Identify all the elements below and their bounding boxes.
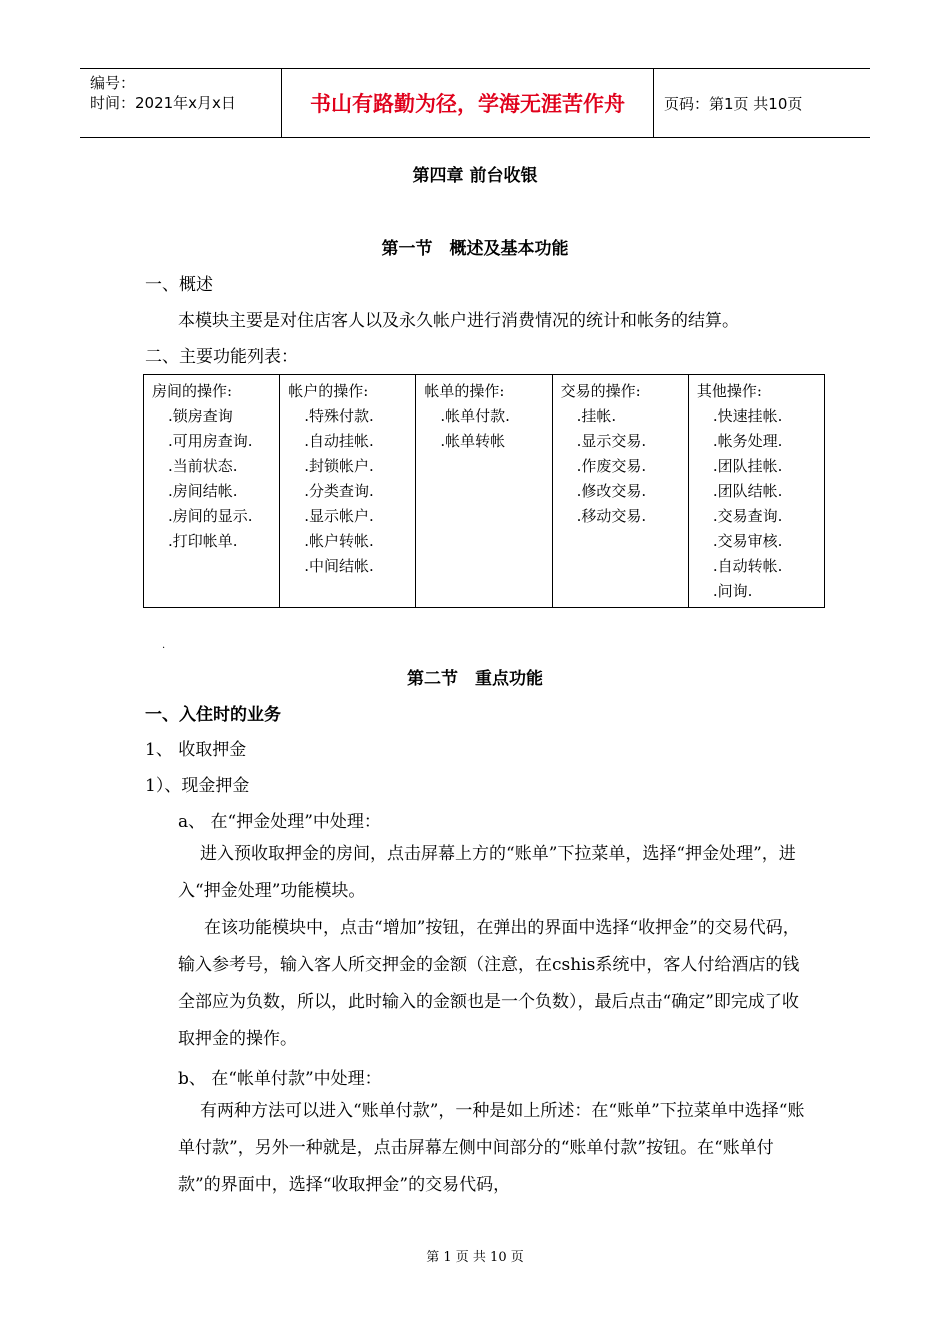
function-item: .挂帐. [576, 407, 617, 425]
header-meta [80, 69, 282, 137]
function-item: .自动转帐. [712, 557, 783, 575]
a-paragraph-1: 进入预收取押金的房间，点击屏幕上方的“账单”下拉菜单，选择“押金处理”，进入“押金处理”功能模块。 [178, 844, 796, 901]
chapter-title: 第四章 前台收银 [412, 166, 538, 186]
page-header [80, 68, 870, 138]
function-item: .当前状态. [168, 457, 238, 475]
function-column [553, 375, 689, 607]
function-item: .房间的显示. [168, 507, 253, 525]
function-item: .帐户转帐. [304, 532, 374, 550]
function-column [280, 375, 416, 607]
function-column [144, 375, 280, 607]
function-item: .锁房查询 [168, 407, 233, 425]
function-item: .问询. [712, 582, 753, 600]
function-column-header: 其他操作: [696, 382, 762, 400]
date-label: 时间：2021年x月x日 [90, 94, 236, 112]
function-item: .自动挂帐. [304, 432, 374, 450]
function-item: .交易审核. [712, 532, 783, 550]
function-item: .修改交易. [576, 482, 647, 500]
overview-heading: 一、概述 [145, 275, 213, 295]
function-item: .快速挂帐. [712, 407, 783, 425]
function-item: .团队挂帐. [712, 457, 783, 475]
function-column [416, 375, 552, 607]
header-page-label: 页码：第1页 共10页 [664, 94, 803, 113]
function-item: .分类查询. [304, 482, 374, 500]
function-column-header: 帐单的操作: [424, 382, 505, 400]
function-item: .移动交易. [576, 507, 647, 525]
section2-heading-2: 1、 收取押金 [145, 740, 247, 760]
number-label: 编号： [90, 74, 136, 92]
function-column [689, 375, 824, 607]
page-footer: 第 1 页 共 10 页 [426, 1250, 524, 1265]
function-item: .中间结帐. [304, 557, 374, 575]
function-item: .帐单付款. [440, 407, 510, 425]
function-item: .特殊付款. [304, 407, 374, 425]
header-motto: 书山有路勤为径，学海无涯苦作舟 [282, 69, 654, 137]
function-item: .可用房查询. [168, 432, 253, 450]
function-item: .团队结帐. [712, 482, 783, 500]
function-column-header: 帐户的操作: [288, 382, 369, 400]
function-item: .帐单转帐 [440, 432, 506, 450]
stray-dot: . [162, 640, 166, 651]
section2-title: 第二节 重点功能 [407, 669, 543, 689]
function-item: .交易查询. [712, 507, 783, 525]
overview-text: 本模块主要是对住店客人以及永久帐户进行消费情况的统计和帐务的结算。 [178, 311, 739, 331]
b-heading: b、 在“帐单付款”中处理： [178, 1069, 382, 1089]
function-column-header: 交易的操作: [560, 382, 641, 400]
list-heading: 二、主要功能列表： [145, 347, 298, 367]
function-item: .显示交易. [576, 432, 647, 450]
a-heading: a、 在“押金处理”中处理： [178, 812, 381, 832]
b-paragraph-1: 有两种方法可以进入“账单付款”，一种是如上所述：在“账单”下拉菜单中选择“账单付款”，另外一种就是，点击屏幕左侧中间部分的“账单付款”按钮。在“账单付款”的界面中，选择“收取押金”的交易代码， [178, 1101, 805, 1195]
function-item: .打印帐单. [168, 532, 238, 550]
section2-heading-3: 1）、现金押金 [145, 776, 250, 796]
function-item: .房间结帐. [168, 482, 238, 500]
function-item: .帐务处理. [712, 432, 783, 450]
section2-heading-1: 一、入住时的业务 [145, 705, 281, 725]
function-item: .显示帐户. [304, 507, 374, 525]
function-item: .封锁帐户. [304, 457, 374, 475]
section1-title: 第一节 概述及基本功能 [381, 239, 569, 259]
function-table [143, 374, 825, 608]
a-paragraph-2: 在该功能模块中，点击“增加”按钮，在弹出的界面中选择“收押金”的交易代码，输入参考号，输入客人所交押金的金额（注意，在cshis系统中，客人付给酒店的钱全部应为负数，所以，此时输入的金额也是一个负数），最后点击“确定”即完成了收取押金的操作。 [178, 918, 800, 1049]
function-item: .作废交易. [576, 457, 647, 475]
function-column-header: 房间的操作: [152, 382, 233, 400]
